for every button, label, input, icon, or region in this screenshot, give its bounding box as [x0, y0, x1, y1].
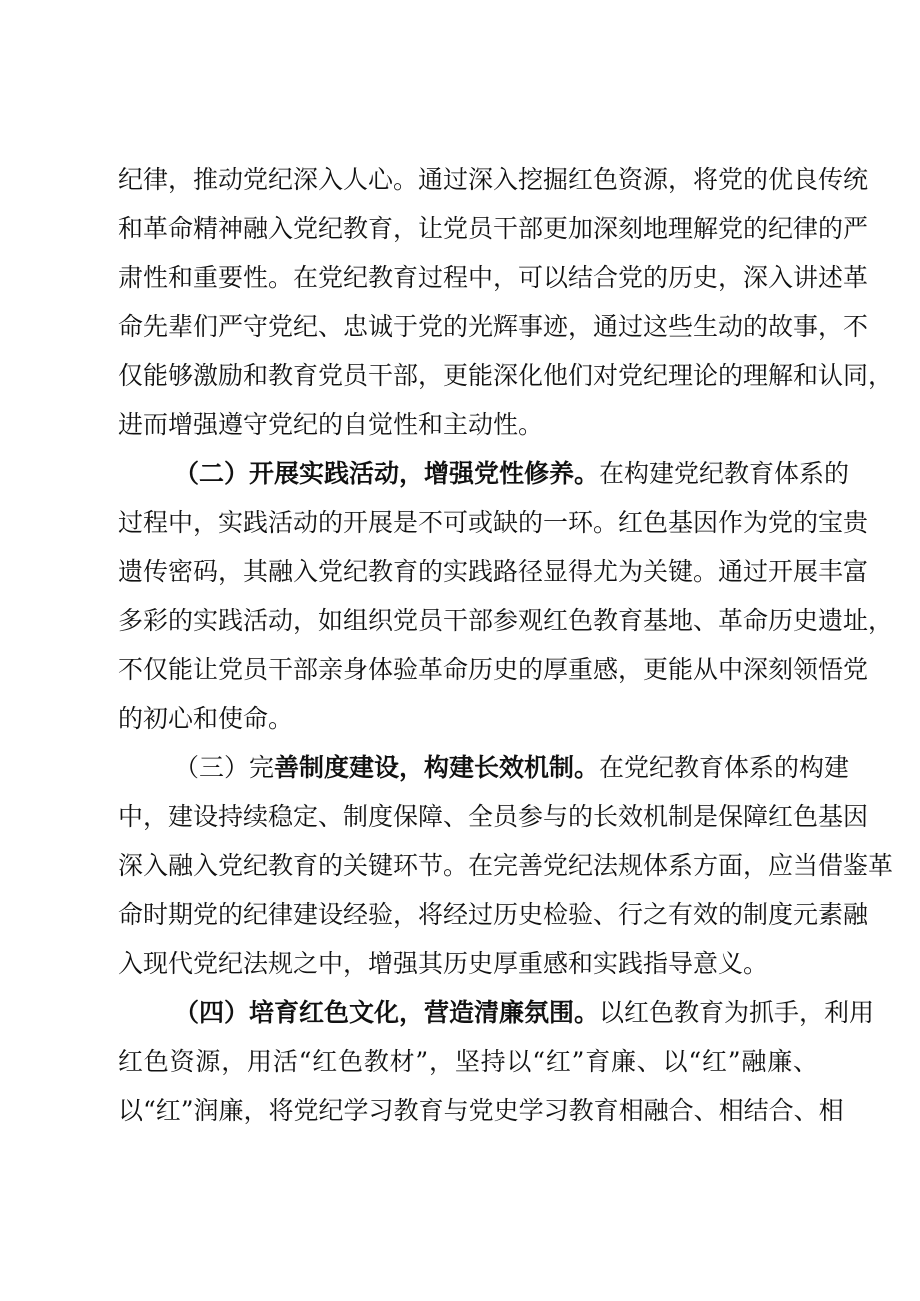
text-line: 命先辈们严守党纪、忠诚于党的光辉事迹，通过这些生动的故事，不 [118, 312, 869, 341]
text-line: 命时期党的纪律建设经验，将经过历史检验、行之有效的制度元素融 [118, 900, 869, 929]
section-3-heading: 善制度建设，构建长效机制。 [274, 753, 600, 782]
text-line: 以“红”润廉，将党纪学习教育与党史学习教育相融合、相结合、相 [118, 1096, 844, 1125]
text-line: 过程中，实践活动的开展是不可或缺的一环。红色基因作为党的宝贵 [118, 508, 869, 537]
text-line: 中，建设持续稳定、制度保障、全员参与的长效机制是保障红色基因 [118, 802, 869, 831]
text-line: 遗传密码，其融入党纪教育的实践路径显得尤为关键。通过开展丰富 [118, 557, 869, 586]
body-text [118, 155, 894, 1135]
text-line: 仅能够激励和教育党员干部，更能深化他们对党纪理论的理解和认同， [118, 361, 894, 390]
text-line: 纪律，推动党纪深入人心。通过深入挖掘红色资源，将党的优良传统 [118, 165, 869, 194]
text-line: 深入融入党纪教育的关键环节。在完善党纪法规体系方面，应当借鉴革 [118, 851, 894, 880]
section-3 [118, 743, 894, 988]
section-3-first-line [118, 743, 850, 792]
section-3-first-line-text: 在党纪教育体系的构建 [599, 753, 850, 782]
text-line: 不仅能让党员干部亲身体验革命历史的厚重感，更能从中深刻领悟党 [118, 655, 869, 684]
text-line: 和革命精神融入党纪教育，让党员干部更加深刻地理解党的纪律的严 [118, 214, 869, 243]
section-3-heading-prefix: （三）完 [174, 753, 275, 782]
section-2-first-line [118, 449, 850, 498]
text-line: 多彩的实践活动，如组织党员干部参观红色教育基地、革命历史遗址， [118, 606, 894, 635]
section-2 [118, 449, 894, 743]
section-4-first-line [118, 988, 875, 1037]
paragraph-1 [118, 155, 894, 449]
section-2-heading: （二）开展实践活动，增强党性修养。 [174, 459, 600, 488]
text-line: 进而增强遵守党纪的自觉性和主动性。 [118, 410, 544, 439]
section-4 [118, 988, 875, 1135]
text-line: 入现代党纪法规之中，增强其历史厚重感和实践指导意义。 [118, 949, 769, 978]
text-line: 的初心和使命。 [118, 704, 294, 733]
section-4-heading: （四）培育红色文化，营造清廉氛围。 [174, 998, 600, 1027]
text-line: 肃性和重要性。在党纪教育过程中，可以结合党的历史，深入讲述革 [118, 263, 869, 292]
section-4-first-line-text: 以红色教育为抓手，利用 [599, 998, 875, 1027]
section-2-first-line-text: 在构建党纪教育体系的 [599, 459, 850, 488]
text-line: 红色资源，用活“红色教材”，坚持以“红”育廉、以“红”融廉、 [118, 1047, 818, 1076]
